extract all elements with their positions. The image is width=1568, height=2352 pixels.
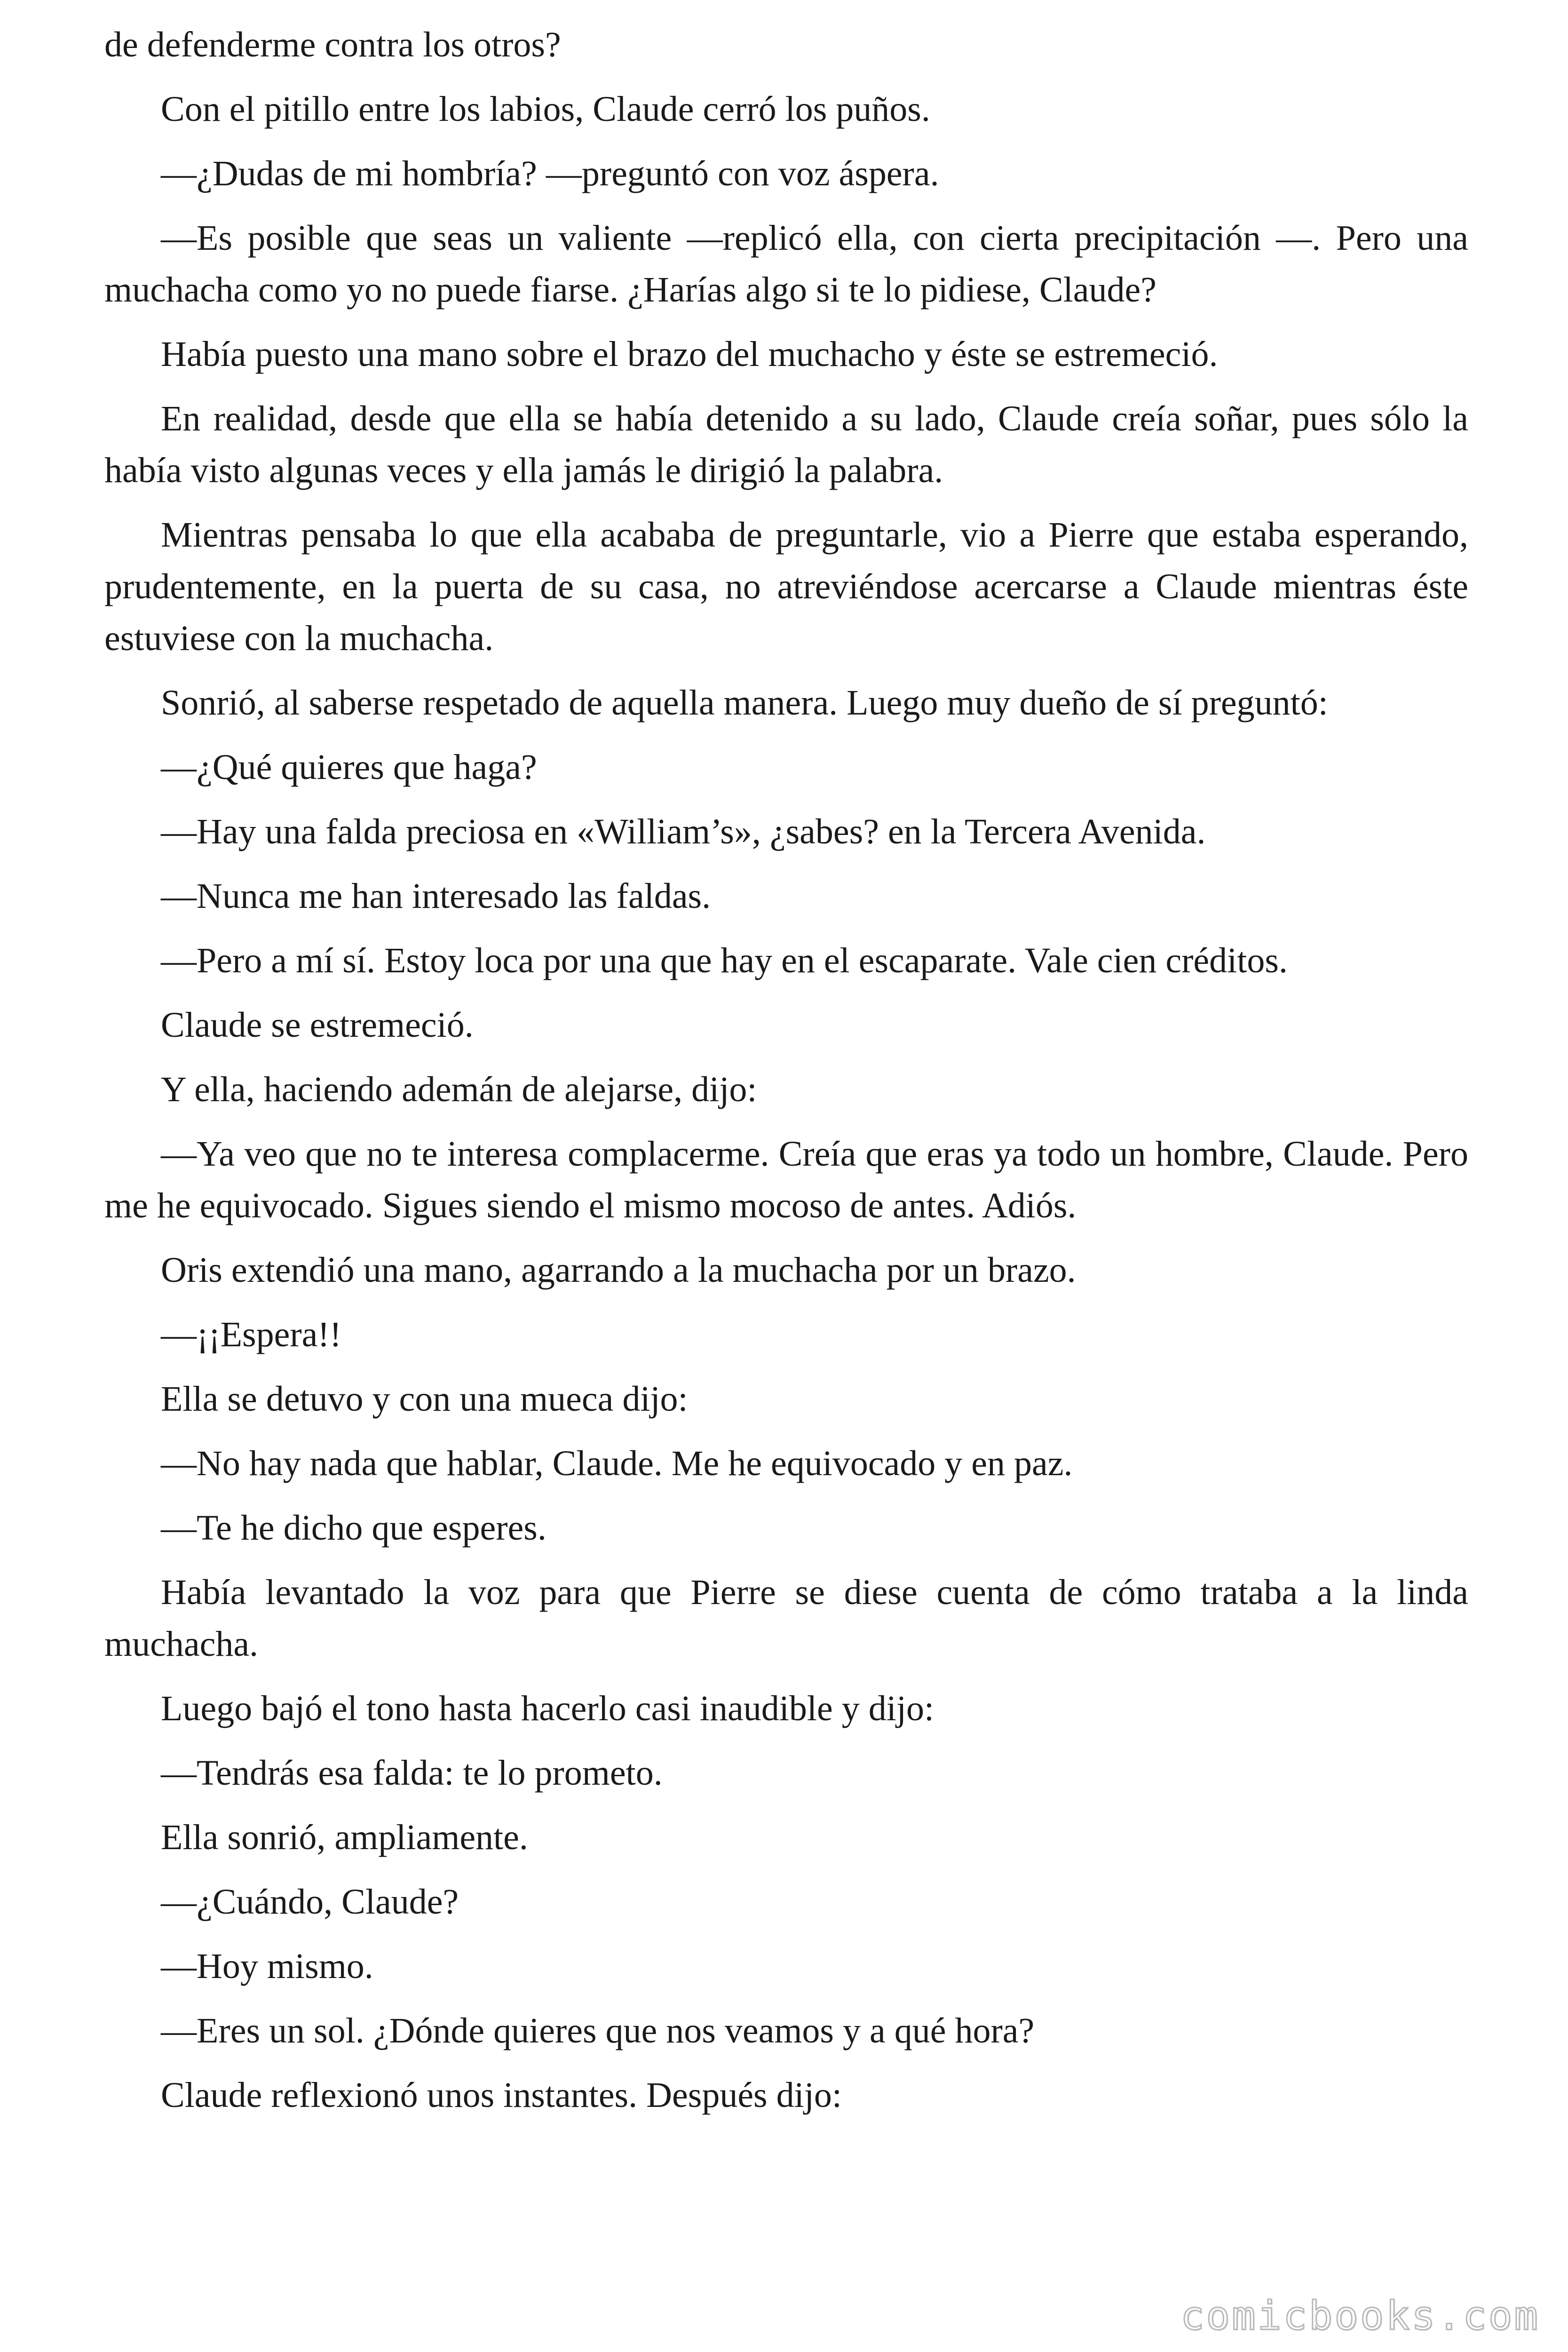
paragraph: —Eres un sol. ¿Dónde quieres que nos veamos y a qué hora? bbox=[161, 2011, 1035, 2050]
paragraph: En realidad, desde que ella se había detenido a su lado, Claude creía soñar, pues sólo la había visto algunas veces y ella jamás le dirigió la palabra. bbox=[104, 399, 1468, 490]
watermark: comicbooks.com bbox=[1180, 2293, 1540, 2339]
paragraph: —No hay nada que hablar, Claude. Me he equivocado y en paz. bbox=[161, 1444, 1073, 1483]
paragraph: —Ya veo que no te interesa complacerme. Creía que eras ya todo un hombre, Claude. Pero me he equivocado. Sigues siendo el mismo mocoso de antes. Adiós. bbox=[104, 1134, 1468, 1225]
paragraph: Claude reflexionó unos instantes. Después dijo: bbox=[161, 2075, 842, 2115]
paragraph: —Es posible que seas un valiente —replicó ella, con cierta precipitación —. Pero una muchacha como yo no puede fiarse. ¿Harías algo si te lo pidiese, Claude? bbox=[104, 218, 1468, 310]
paragraph: —Pero a mí sí. Estoy loca por una que hay en el escaparate. Vale cien créditos. bbox=[161, 941, 1288, 980]
paragraph: —Te he dicho que esperes. bbox=[161, 1508, 546, 1548]
paragraph: Había levantado la voz para que Pierre se diese cuenta de cómo trataba a la linda muchacha. bbox=[104, 1573, 1468, 1664]
paragraph: —Hay una falda preciosa en «William’s», ¿sabes? en la Tercera Avenida. bbox=[161, 812, 1206, 851]
paragraph: —Nunca me han interesado las faldas. bbox=[161, 876, 711, 916]
paragraph: Con el pitillo entre los labios, Claude cerró los puños. bbox=[161, 89, 930, 129]
paragraph: Luego bajó el tono hasta hacerlo casi inaudible y dijo: bbox=[161, 1689, 934, 1728]
paragraph: —¿Dudas de mi hombría? —preguntó con voz áspera. bbox=[161, 154, 939, 193]
paragraph: de defenderme contra los otros? bbox=[104, 25, 561, 64]
paragraph: Había puesto una mano sobre el brazo del muchacho y éste se estremeció. bbox=[161, 334, 1218, 374]
paragraph: Ella sonrió, ampliamente. bbox=[161, 1818, 528, 1857]
paragraph: —¿Qué quieres que haga? bbox=[161, 747, 537, 787]
paragraph: —¿Cuándo, Claude? bbox=[161, 1882, 459, 1922]
paragraph: —Tendrás esa falda: te lo prometo. bbox=[161, 1753, 663, 1793]
paragraph: —¡¡Espera!! bbox=[161, 1315, 342, 1354]
paragraph: —Hoy mismo. bbox=[161, 1947, 373, 1986]
paragraph: Mientras pensaba lo que ella acababa de preguntarle, vio a Pierre que estaba esperando, prudentemente, en la puerta de su casa, no atreviéndose acercarse a Claude mientras éste estuviese con la muchacha. bbox=[104, 515, 1468, 658]
paragraph: Ella se detuvo y con una mueca dijo: bbox=[161, 1379, 688, 1419]
book-page bbox=[104, 19, 1468, 2134]
paragraph: Y ella, haciendo ademán de alejarse, dijo: bbox=[161, 1070, 757, 1109]
paragraph: Oris extendió una mano, agarrando a la muchacha por un brazo. bbox=[161, 1250, 1076, 1290]
paragraph: Claude se estremeció. bbox=[161, 1005, 474, 1045]
paragraph: Sonrió, al saberse respetado de aquella manera. Luego muy dueño de sí preguntó: bbox=[161, 683, 1328, 723]
